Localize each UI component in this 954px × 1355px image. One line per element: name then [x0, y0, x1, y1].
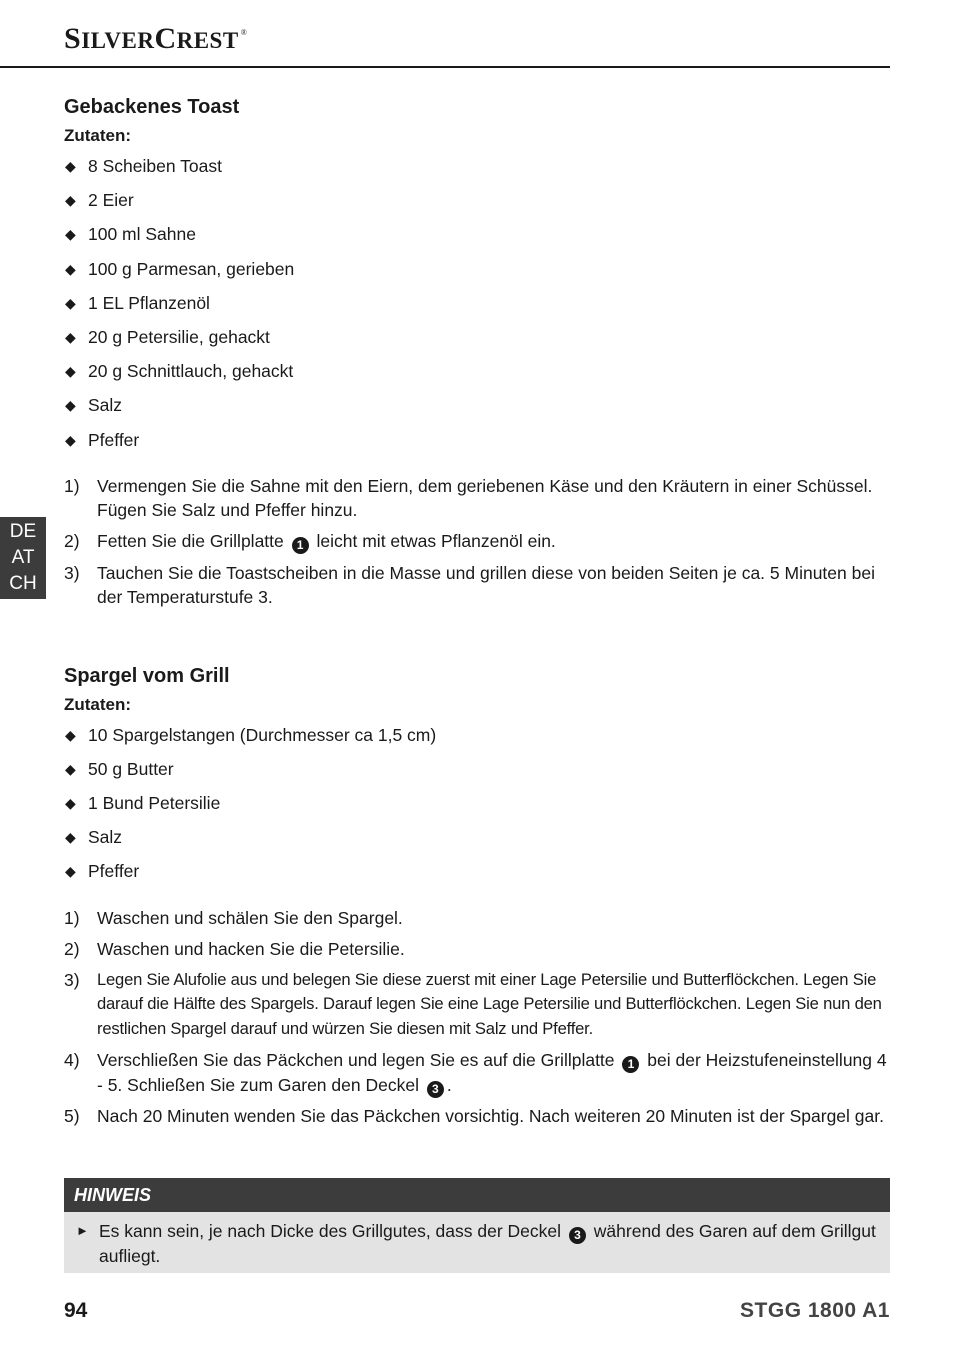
recipe-spargel-vom-grill — [64, 661, 890, 1129]
diamond-bullet-icon: ◆ — [65, 158, 76, 174]
page-number: 94 — [64, 1299, 88, 1322]
diamond-bullet-icon: ◆ — [65, 192, 76, 209]
page-content — [64, 92, 890, 1135]
list-item: ◆ 10 Spargelstangen (Durchmesser ca 1,5 cm) — [64, 723, 890, 757]
language-tab — [0, 517, 46, 599]
registered-mark: ® — [240, 28, 248, 37]
note-body — [64, 1212, 890, 1273]
list-item: ◆ 1 EL Pflanzenöl — [64, 291, 890, 325]
recipe-gebackenes-toast — [64, 92, 890, 610]
recipe-title: Gebackenes Toast — [64, 96, 240, 118]
lang-at: AT — [11, 547, 35, 568]
step-item: 5) Nach 20 Minuten wenden Sie das Päckchen vorsichtig. Nach weiteren 20 Minuten ist der Spargel gar. — [64, 1106, 884, 1127]
lang-ch: CH — [9, 573, 37, 594]
list-item: ◆ 20 g Petersilie, gehackt — [64, 325, 890, 359]
step-list — [64, 474, 890, 610]
diamond-bullet-icon: ◆ — [65, 294, 76, 311]
step-item: 3) Legen Sie Alufolie aus und belegen Sie diese zuerst mit einer Lage Petersilie und Butterflöckchen. Legen Sie darauf die Hälfte des Spargels. Darauf legen Sie eine Lage Petersilie und Butterflöckchen. Legen Sie nun den restlichen Spargel darauf und würzen Sie diesen mit Salz und Pfeffer. — [64, 969, 882, 1038]
recipe-title: Spargel vom Grill — [64, 664, 230, 687]
list-item: ◆ Pfeffer — [64, 859, 890, 893]
lang-de: DE — [9, 521, 37, 542]
part-ref-badge: 1 — [292, 537, 309, 554]
note-heading: HINWEIS — [64, 1178, 890, 1212]
brand-initial-c: C — [154, 22, 177, 55]
note-text: Es kann sein, je nach Dicke des Grillgutes, dass der Deckel 3 während des Garen auf dem Grillgut aufliegt. — [99, 1221, 876, 1266]
list-item: ◆ 20 g Schnittlauch, gehackt — [64, 359, 890, 393]
brand-initial-s: S — [64, 22, 82, 55]
list-item: ◆ 100 g Parmesan, gerieben — [64, 257, 890, 291]
list-item: ◆ 50 g Butter — [64, 757, 890, 791]
diamond-bullet-icon: ◆ — [65, 397, 76, 414]
step-item: 4) Verschließen Sie das Päckchen und legen Sie es auf die Grillplatte 1 bei der Heizstufeneinstellung 4 - 5. Schließen Sie zum Garen den Deckel 3 . — [64, 1049, 887, 1096]
step-item: 3) Tauchen Sie die Toastscheiben in die Masse und grillen diese von beiden Seiten je ca. 5 Minuten bei der Temperaturstufe 3. — [64, 562, 875, 608]
arrow-right-icon: ► — [76, 1223, 89, 1238]
diamond-bullet-icon: ◆ — [65, 829, 76, 846]
diamond-bullet-icon: ◆ — [65, 363, 76, 380]
list-item: ◆ Salz — [64, 825, 890, 859]
diamond-bullet-icon: ◆ — [65, 726, 76, 743]
step-item: 2) Waschen und hacken Sie die Petersilie. — [64, 938, 405, 959]
step-item: 1) Vermengen Sie die Sahne mit den Eiern, dem geriebenen Käse und den Kräutern in einer Schüssel. Fügen Sie Salz und Pfeffer hinzu. — [64, 475, 873, 521]
list-item: ◆ Pfeffer — [64, 428, 890, 462]
part-ref-badge: 1 — [622, 1056, 639, 1073]
ingredient-list — [64, 723, 890, 894]
header-rule — [0, 66, 890, 68]
ingredients-label: Zutaten: — [64, 694, 132, 714]
diamond-bullet-icon: ◆ — [65, 260, 76, 277]
diamond-bullet-icon: ◆ — [65, 431, 76, 448]
diamond-bullet-icon: ◆ — [65, 863, 76, 880]
list-item: ◆ 2 Eier — [64, 188, 890, 222]
diamond-bullet-icon: ◆ — [65, 328, 76, 345]
diamond-bullet-icon: ◆ — [65, 795, 76, 812]
part-ref-badge: 3 — [569, 1227, 586, 1244]
diamond-bullet-icon: ◆ — [65, 226, 76, 243]
diamond-bullet-icon: ◆ — [65, 760, 76, 777]
list-item: ◆ Salz — [64, 393, 890, 427]
list-item: ◆ 8 Scheiben Toast — [64, 154, 890, 188]
model-name: STGG 1800 A1 — [740, 1299, 890, 1322]
part-ref-badge: 3 — [427, 1081, 444, 1098]
ingredients-label: Zutaten: — [64, 126, 132, 145]
step-list — [64, 906, 890, 1129]
step-item: 2) Fetten Sie die Grillplatte 1 leicht mit etwas Pflanzenöl ein. — [64, 531, 556, 553]
list-item: ◆ 100 ml Sahne — [64, 222, 890, 256]
brand-logo — [64, 22, 247, 56]
brand-rest-ilver: ILVER — [81, 28, 155, 53]
step-item: 1) Waschen und schälen Sie den Spargel. — [64, 907, 403, 928]
brand-rest-rest: REST — [176, 28, 239, 53]
ingredient-list — [64, 154, 890, 462]
list-item: ◆ 1 Bund Petersilie — [64, 791, 890, 825]
